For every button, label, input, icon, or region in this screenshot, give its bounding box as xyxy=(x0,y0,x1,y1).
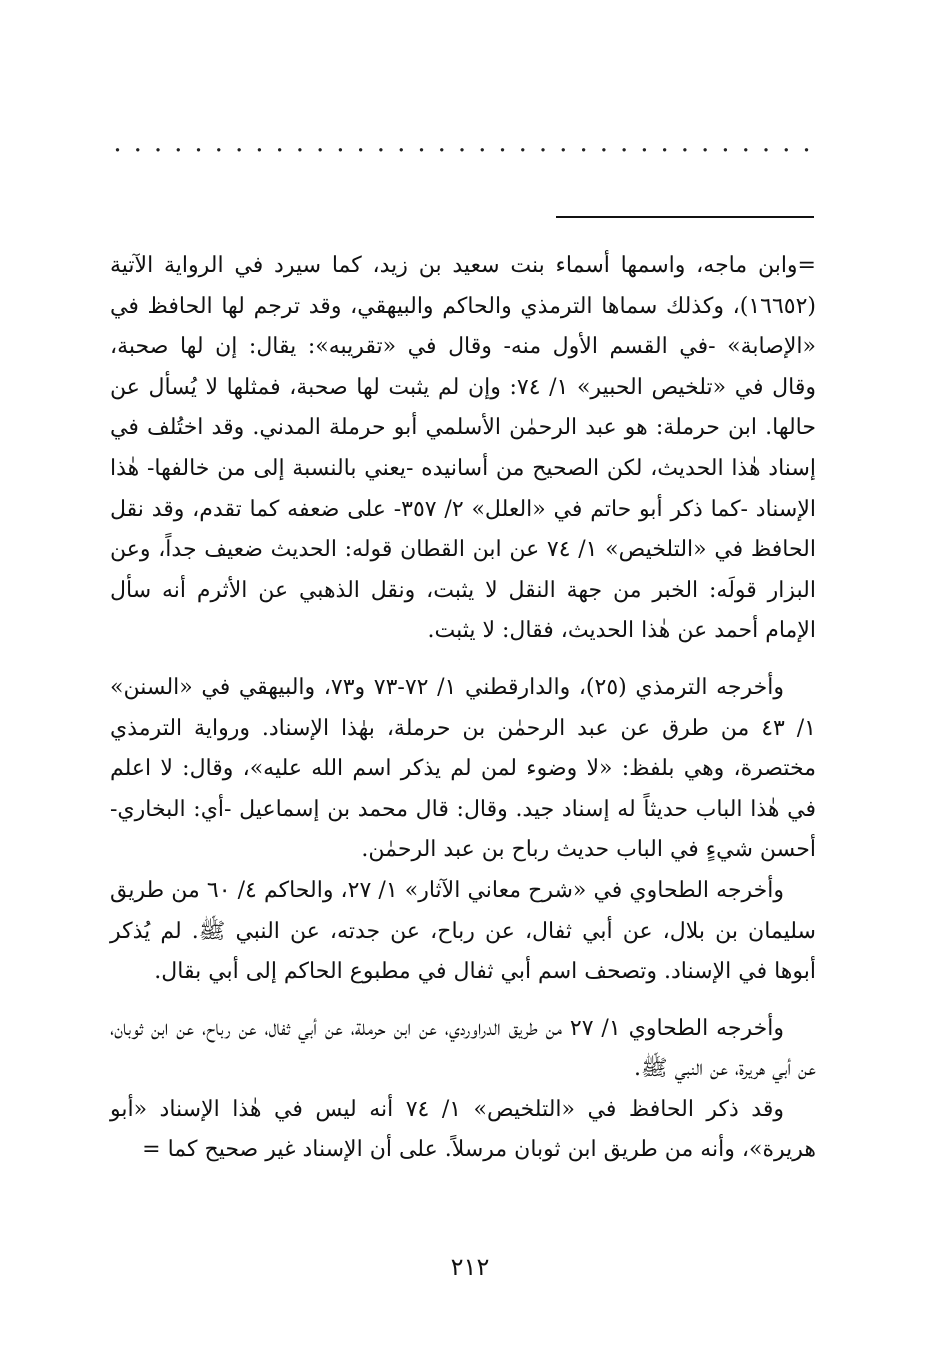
footnote-paragraph-2: وأخرجه الترمذي (٢٥)، والدارقطني ١/ ٧٢-٧٣ و٧٣، والبيهقي في «السنن» ١/ ٤٣ من طرق عن عبد الرحمٰن بن حرملة، بهٰذا الإسناد. ورواية الترمذي مختصرة، وهي بلفظ: «لا وضوء لمن لم يذكر اسم الله عليه»، وقال: لا اعلم في هٰذا الباب حديثاً له إسناد جيد. وقال: قال محمد بن إسماعيل -أي: البخاري- أحسن شيءٍ في الباب حديث رباح بن عبد الرحمٰن. xyxy=(110,674,816,863)
footnote-paragraph-4: وأخرجه الطحاوي ١/ ٢٧ من طريق الدراوردي، عن ابن حرملة، عن أبي ثفال، عن رباح، عن ابن ثوبان، عن أبي هريرة، عن النبي ﷺ. xyxy=(110,1015,816,1082)
footnote-body xyxy=(110,246,816,1171)
footnote-paragraph-5: وقد ذكر الحافظ في «التلخيص» ١/ ٧٤ أنه ليس في هٰذا الإسناد «أبو هريرة»، وأنه من طريق ابن ثوبان مرسلاً. على أن الإسناد غير صحيح كما = xyxy=(110,1096,816,1163)
footnote-paragraph-3: وأخرجه الطحاوي في «شرح معاني الآثار» ١/ ٢٧، والحاكم ٤/ ٦٠ من طريق سليمان بن بلال، عن أبي ثفال، عن رباح، عن جدته، عن النبي ﷺ. لم يُذكر أبوها في الإسناد. وتصحف اسم أبي ثفال في مطبوع الحاكم إلى أبي بقال. xyxy=(110,877,816,985)
ellipsis-separator: ................................... xyxy=(113,128,823,158)
footnote-paragraph-1: =وابن ماجه، واسمها أسماء بنت سعيد بن زيد، كما سيرد في الرواية الآتية (١٦٦٥٢)، وكذلك سماها الترمذي والحاكم والبيهقي، وقد ترجم لها الحافظ في «الإصابة» -في القسم الأول منه- وقال في «تقريبه»: يقال: إن لها صحبة، وقال في «تلخيص الحبير» ١/ ٧٤: وإن لم يثبت لها صحبة، فمثلها لا يُسأل عن حالها. ابن حرملة: هو عبد الرحمٰن الأسلمي أبو حرملة المدني. وقد اختُلف في إسناد هٰذا الحديث، لكن الصحيح من أسانيده -يعني بالنسبة إلى من خالفها- هٰذا الإسناد -كما ذكر أبو حاتم في «العلل» ٢/ ٣٥٧- على ضعفه كما تقدم، وقد نقل الحافظ في «التلخيص» ١/ ٧٤ عن ابن القطان قوله: الحديث ضعيف جداً، وعن البزار قولَه: الخبر من جهة النقل لا يثبت، ونقل الذهبي عن الأثرم أنه سأل الإمام أحمد عن هٰذا الحديث، فقال: لا يثبت. xyxy=(110,253,816,644)
footnote-rule xyxy=(556,216,814,218)
page-number: ٢١٢ xyxy=(450,1253,490,1281)
